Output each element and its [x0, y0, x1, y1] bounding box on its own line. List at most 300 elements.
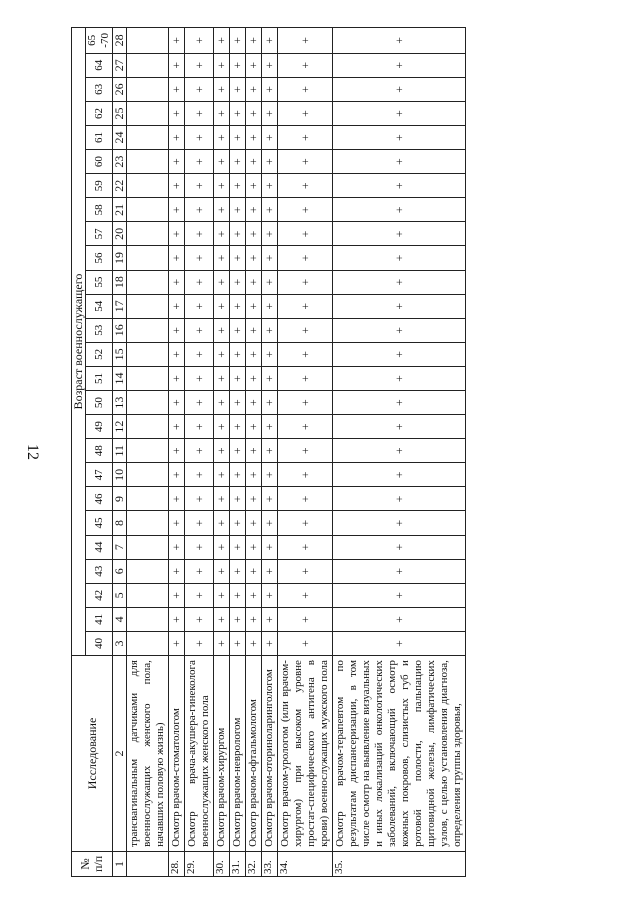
age-mark-cell: + [169, 535, 185, 559]
age-mark-cell: + [333, 77, 466, 101]
row-study-name: Осмотр врачом-урологом (или врачом-хирургом) при высоком уровне простат-специфического антигена в крови) военнослужащих мужского пола [278, 656, 333, 852]
age-mark-cell: + [169, 391, 185, 415]
header-study: Исследование [72, 656, 113, 852]
age-mark-cell: + [230, 583, 246, 607]
age-mark-cell: + [169, 439, 185, 463]
age-mark-cell: + [333, 222, 466, 246]
age-mark-cell: + [214, 391, 230, 415]
age-mark-cell: + [185, 511, 214, 535]
age-mark-cell [127, 463, 169, 487]
column-number-cell: 9 [113, 487, 127, 511]
age-mark-cell: + [278, 366, 333, 390]
age-mark-cell: + [230, 439, 246, 463]
age-mark-cell: + [333, 463, 466, 487]
age-mark-cell: + [333, 101, 466, 125]
age-mark-cell: + [214, 246, 230, 270]
column-number-cell: 5 [113, 583, 127, 607]
age-mark-cell: + [246, 222, 262, 246]
row-study-name: Осмотр врачом-неврологом [230, 656, 246, 852]
row-number [127, 851, 169, 876]
age-mark-cell: + [333, 174, 466, 198]
age-mark-cell: + [246, 342, 262, 366]
age-mark-cell: + [169, 222, 185, 246]
table-row [127, 28, 169, 877]
age-mark-cell: + [278, 439, 333, 463]
column-number-cell: 6 [113, 559, 127, 583]
age-mark-cell: + [246, 366, 262, 390]
age-mark-cell: + [169, 270, 185, 294]
column-number-cell: 21 [113, 198, 127, 222]
age-mark-cell [127, 246, 169, 270]
age-mark-cell: + [278, 607, 333, 631]
age-mark-cell: + [246, 53, 262, 77]
age-mark-cell: + [262, 270, 278, 294]
row-study-name: Осмотр врачом-терапевтом по результатам диспансеризации, в том числе осмотр на выявление визуальных и иных локализаций онкологических заболеваний, включающий осмотр кожных покровов, слизистых губ и ротовой полости, пальпацию щитовидной железы, лимфатических узлов, с целью установления диагноза, определения группы здоровья, [333, 656, 466, 852]
row-number: 28. [169, 851, 185, 876]
age-mark-cell [127, 559, 169, 583]
age-mark-cell: + [278, 318, 333, 342]
age-mark-cell: + [246, 631, 262, 655]
age-mark-cell: + [333, 246, 466, 270]
column-number-cell: 3 [113, 631, 127, 655]
age-mark-cell: + [278, 511, 333, 535]
age-mark-cell: + [185, 150, 214, 174]
age-mark-cell: + [169, 77, 185, 101]
age-mark-cell: + [169, 126, 185, 150]
age-mark-cell: + [230, 559, 246, 583]
age-mark-cell: + [169, 28, 185, 54]
age-mark-cell: + [214, 222, 230, 246]
header-age-2: 42 [86, 583, 113, 607]
column-number-cell: 26 [113, 77, 127, 101]
age-mark-cell: + [246, 126, 262, 150]
page-number: 12 [24, 444, 41, 460]
age-mark-cell: + [333, 415, 466, 439]
age-mark-cell: + [246, 28, 262, 54]
age-mark-cell [127, 270, 169, 294]
age-mark-cell: + [185, 294, 214, 318]
age-mark-cell: + [214, 294, 230, 318]
age-mark-cell: + [214, 559, 230, 583]
age-mark-cell: + [185, 583, 214, 607]
age-mark-cell: + [262, 150, 278, 174]
row-study-name: Осмотр врачом-стоматологом [169, 656, 185, 852]
age-mark-cell: + [169, 294, 185, 318]
age-mark-cell: + [246, 294, 262, 318]
age-mark-cell [127, 511, 169, 535]
age-mark-cell: + [278, 270, 333, 294]
column-numbers-row [113, 28, 127, 877]
age-mark-cell: + [278, 487, 333, 511]
age-mark-cell: + [278, 222, 333, 246]
age-mark-cell: + [333, 366, 466, 390]
row-number: 29. [185, 851, 214, 876]
age-mark-cell: + [262, 391, 278, 415]
header-age-17: 57 [86, 222, 113, 246]
age-mark-cell: + [230, 174, 246, 198]
header-age-13: 53 [86, 318, 113, 342]
age-mark-cell: + [185, 439, 214, 463]
header-age-4: 44 [86, 535, 113, 559]
column-number-cell: 10 [113, 463, 127, 487]
age-mark-cell: + [169, 198, 185, 222]
header-age-0: 40 [86, 631, 113, 655]
medical-exam-table-wrapper [71, 27, 569, 877]
age-mark-cell [127, 583, 169, 607]
age-mark-cell: + [246, 77, 262, 101]
age-mark-cell: + [214, 366, 230, 390]
age-mark-cell [127, 318, 169, 342]
column-number-cell: 27 [113, 53, 127, 77]
header-age-group: Возраст военнослужащего [72, 28, 86, 656]
age-mark-cell [127, 366, 169, 390]
age-mark-cell: + [246, 511, 262, 535]
age-mark-cell: + [262, 101, 278, 125]
age-mark-cell: + [333, 487, 466, 511]
row-number: 35. [333, 851, 466, 876]
age-mark-cell: + [230, 246, 246, 270]
medical-exam-table [71, 27, 466, 877]
age-mark-cell: + [169, 246, 185, 270]
age-mark-cell: + [214, 607, 230, 631]
age-mark-cell: + [214, 28, 230, 54]
age-mark-cell: + [169, 342, 185, 366]
header-age-14: 54 [86, 294, 113, 318]
column-number-cell: 7 [113, 535, 127, 559]
age-mark-cell [127, 415, 169, 439]
age-mark-cell: + [214, 101, 230, 125]
age-mark-cell: + [230, 511, 246, 535]
age-mark-cell: + [333, 559, 466, 583]
column-number-cell: 8 [113, 511, 127, 535]
age-mark-cell: + [169, 631, 185, 655]
age-mark-cell: + [214, 174, 230, 198]
column-number-cell: 13 [113, 391, 127, 415]
header-age-12: 52 [86, 342, 113, 366]
age-mark-cell [127, 294, 169, 318]
age-mark-cell: + [262, 53, 278, 77]
age-mark-cell: + [278, 174, 333, 198]
age-mark-cell: + [333, 342, 466, 366]
age-mark-cell: + [333, 318, 466, 342]
age-mark-cell: + [246, 391, 262, 415]
age-mark-cell: + [262, 174, 278, 198]
age-mark-cell: + [185, 366, 214, 390]
age-mark-cell: + [333, 53, 466, 77]
age-mark-cell: + [246, 607, 262, 631]
age-mark-cell: + [214, 511, 230, 535]
age-mark-cell: + [230, 342, 246, 366]
age-mark-cell: + [278, 77, 333, 101]
table-row [246, 28, 262, 877]
age-mark-cell: + [246, 559, 262, 583]
age-mark-cell [127, 439, 169, 463]
row-number: 34. [278, 851, 333, 876]
column-number-cell: 15 [113, 342, 127, 366]
age-mark-cell: + [333, 511, 466, 535]
age-mark-cell: + [246, 174, 262, 198]
table-row [278, 28, 333, 877]
age-mark-cell: + [278, 294, 333, 318]
age-mark-cell: + [230, 150, 246, 174]
age-mark-cell: + [246, 150, 262, 174]
age-mark-cell: + [185, 174, 214, 198]
row-number: 31. [230, 851, 246, 876]
age-mark-cell: + [185, 559, 214, 583]
age-mark-cell: + [185, 270, 214, 294]
age-mark-cell: + [333, 439, 466, 463]
age-mark-cell: + [278, 53, 333, 77]
age-mark-cell: + [246, 415, 262, 439]
header-age-25: 65 -70 [86, 28, 113, 54]
age-mark-cell: + [278, 631, 333, 655]
age-mark-cell [127, 101, 169, 125]
age-mark-cell: + [230, 198, 246, 222]
age-mark-cell: + [278, 391, 333, 415]
age-mark-cell: + [246, 318, 262, 342]
age-mark-cell: + [230, 463, 246, 487]
age-mark-cell: + [278, 415, 333, 439]
column-number-cell: 11 [113, 439, 127, 463]
column-number-cell: 1 [113, 851, 127, 876]
header-age-21: 61 [86, 126, 113, 150]
age-mark-cell: + [262, 607, 278, 631]
header-age-20: 60 [86, 150, 113, 174]
age-mark-cell: + [333, 28, 466, 54]
age-mark-cell: + [278, 198, 333, 222]
header-age-3: 43 [86, 559, 113, 583]
age-mark-cell: + [246, 487, 262, 511]
column-number-cell: 28 [113, 28, 127, 54]
age-mark-cell: + [214, 318, 230, 342]
row-study-name: Осмотр врача-акушера-гинеколога военнослужащих женского пола [185, 656, 214, 852]
age-mark-cell: + [262, 342, 278, 366]
row-study-name: Осмотр врачом-офтальмологом [246, 656, 262, 852]
row-study-name: Осмотр врачом-оториноларингологом [262, 656, 278, 852]
age-mark-cell: + [214, 583, 230, 607]
age-mark-cell: + [214, 77, 230, 101]
column-number-cell: 17 [113, 294, 127, 318]
age-mark-cell: + [214, 150, 230, 174]
age-mark-cell [127, 174, 169, 198]
age-mark-cell [127, 631, 169, 655]
age-mark-cell: + [185, 53, 214, 77]
age-mark-cell: + [278, 463, 333, 487]
table-row [169, 28, 185, 877]
row-number: 32. [246, 851, 262, 876]
header-age-1: 41 [86, 607, 113, 631]
age-mark-cell: + [169, 366, 185, 390]
age-mark-cell: + [169, 487, 185, 511]
age-mark-cell [127, 53, 169, 77]
age-mark-cell: + [214, 439, 230, 463]
age-mark-cell [127, 77, 169, 101]
age-mark-cell [127, 391, 169, 415]
age-mark-cell: + [185, 535, 214, 559]
table-row [214, 28, 230, 877]
age-mark-cell: + [230, 270, 246, 294]
age-mark-cell: + [169, 415, 185, 439]
age-mark-cell: + [333, 126, 466, 150]
header-age-23: 63 [86, 77, 113, 101]
age-mark-cell: + [262, 246, 278, 270]
age-mark-cell: + [214, 463, 230, 487]
age-mark-cell [127, 607, 169, 631]
age-mark-cell: + [230, 487, 246, 511]
age-mark-cell: + [214, 487, 230, 511]
age-mark-cell [127, 342, 169, 366]
age-mark-cell: + [185, 222, 214, 246]
header-age-16: 56 [86, 246, 113, 270]
header-number: № п/п [72, 851, 113, 876]
age-mark-cell: + [262, 318, 278, 342]
age-mark-cell: + [169, 511, 185, 535]
header-age-24: 64 [86, 53, 113, 77]
age-mark-cell: + [278, 126, 333, 150]
age-mark-cell: + [214, 270, 230, 294]
age-mark-cell: + [333, 150, 466, 174]
age-mark-cell [127, 487, 169, 511]
age-mark-cell [127, 150, 169, 174]
row-study-name: трансвагинальным датчиками для военнослужащих женского пола, начавших половую жизнь) [127, 656, 169, 852]
age-mark-cell: + [262, 222, 278, 246]
age-mark-cell: + [262, 487, 278, 511]
table-row [230, 28, 246, 877]
age-mark-cell: + [262, 631, 278, 655]
column-number-cell: 2 [113, 656, 127, 852]
age-mark-cell: + [246, 198, 262, 222]
age-mark-cell [127, 28, 169, 54]
row-study-name: Осмотр врачом-хирургом [214, 656, 230, 852]
header-age-5: 45 [86, 511, 113, 535]
age-mark-cell: + [230, 366, 246, 390]
age-mark-cell: + [333, 391, 466, 415]
column-number-cell: 18 [113, 270, 127, 294]
age-mark-cell: + [230, 222, 246, 246]
age-mark-cell: + [185, 487, 214, 511]
age-mark-cell: + [185, 246, 214, 270]
age-mark-cell: + [185, 198, 214, 222]
age-mark-cell: + [278, 246, 333, 270]
age-mark-cell: + [246, 270, 262, 294]
age-mark-cell: + [262, 415, 278, 439]
age-mark-cell [127, 222, 169, 246]
age-mark-cell: + [230, 631, 246, 655]
table-row [262, 28, 278, 877]
age-mark-cell: + [262, 198, 278, 222]
age-mark-cell: + [230, 126, 246, 150]
age-mark-cell: + [185, 391, 214, 415]
table-row [185, 28, 214, 877]
age-mark-cell: + [262, 28, 278, 54]
age-mark-cell [127, 126, 169, 150]
column-number-cell: 16 [113, 318, 127, 342]
header-age-7: 47 [86, 463, 113, 487]
header-age-11: 51 [86, 366, 113, 390]
age-mark-cell: + [278, 535, 333, 559]
age-mark-cell: + [230, 101, 246, 125]
age-mark-cell: + [278, 28, 333, 54]
age-mark-cell: + [214, 53, 230, 77]
age-mark-cell: + [230, 391, 246, 415]
age-mark-cell: + [262, 559, 278, 583]
header-row-top [72, 28, 86, 877]
age-mark-cell: + [230, 607, 246, 631]
age-mark-cell: + [169, 150, 185, 174]
age-mark-cell: + [246, 246, 262, 270]
age-mark-cell: + [278, 559, 333, 583]
column-number-cell: 4 [113, 607, 127, 631]
age-mark-cell: + [230, 535, 246, 559]
age-mark-cell: + [185, 631, 214, 655]
header-age-9: 49 [86, 415, 113, 439]
age-mark-cell: + [169, 174, 185, 198]
age-mark-cell: + [169, 53, 185, 77]
age-mark-cell [127, 535, 169, 559]
age-mark-cell: + [169, 607, 185, 631]
age-mark-cell: + [262, 439, 278, 463]
age-mark-cell: + [262, 294, 278, 318]
column-number-cell: 12 [113, 415, 127, 439]
age-mark-cell: + [278, 342, 333, 366]
column-number-cell: 24 [113, 126, 127, 150]
age-mark-cell: + [214, 415, 230, 439]
column-number-cell: 20 [113, 222, 127, 246]
table-row [333, 28, 466, 877]
age-mark-cell: + [185, 607, 214, 631]
age-mark-cell: + [185, 77, 214, 101]
header-age-22: 62 [86, 101, 113, 125]
age-mark-cell: + [214, 535, 230, 559]
age-mark-cell: + [262, 126, 278, 150]
age-mark-cell: + [333, 631, 466, 655]
age-mark-cell: + [262, 535, 278, 559]
age-mark-cell: + [230, 77, 246, 101]
age-mark-cell: + [333, 607, 466, 631]
header-age-6: 46 [86, 487, 113, 511]
column-number-cell: 25 [113, 101, 127, 125]
header-age-15: 55 [86, 270, 113, 294]
age-mark-cell: + [185, 28, 214, 54]
age-mark-cell: + [246, 439, 262, 463]
age-mark-cell: + [185, 318, 214, 342]
age-mark-cell: + [169, 463, 185, 487]
age-mark-cell: + [246, 583, 262, 607]
header-age-8: 48 [86, 439, 113, 463]
age-mark-cell: + [169, 559, 185, 583]
age-mark-cell: + [278, 150, 333, 174]
header-age-10: 50 [86, 391, 113, 415]
age-mark-cell: + [333, 583, 466, 607]
age-mark-cell: + [278, 101, 333, 125]
age-mark-cell: + [230, 28, 246, 54]
age-mark-cell: + [333, 535, 466, 559]
age-mark-cell: + [230, 294, 246, 318]
age-mark-cell: + [214, 198, 230, 222]
header-age-19: 59 [86, 174, 113, 198]
age-mark-cell: + [169, 101, 185, 125]
age-mark-cell: + [185, 126, 214, 150]
age-mark-cell: + [246, 463, 262, 487]
age-mark-cell: + [214, 631, 230, 655]
age-mark-cell: + [214, 126, 230, 150]
age-mark-cell: + [169, 583, 185, 607]
age-mark-cell: + [246, 101, 262, 125]
age-mark-cell: + [246, 535, 262, 559]
age-mark-cell: + [230, 53, 246, 77]
row-number: 30. [214, 851, 230, 876]
age-mark-cell: + [169, 318, 185, 342]
